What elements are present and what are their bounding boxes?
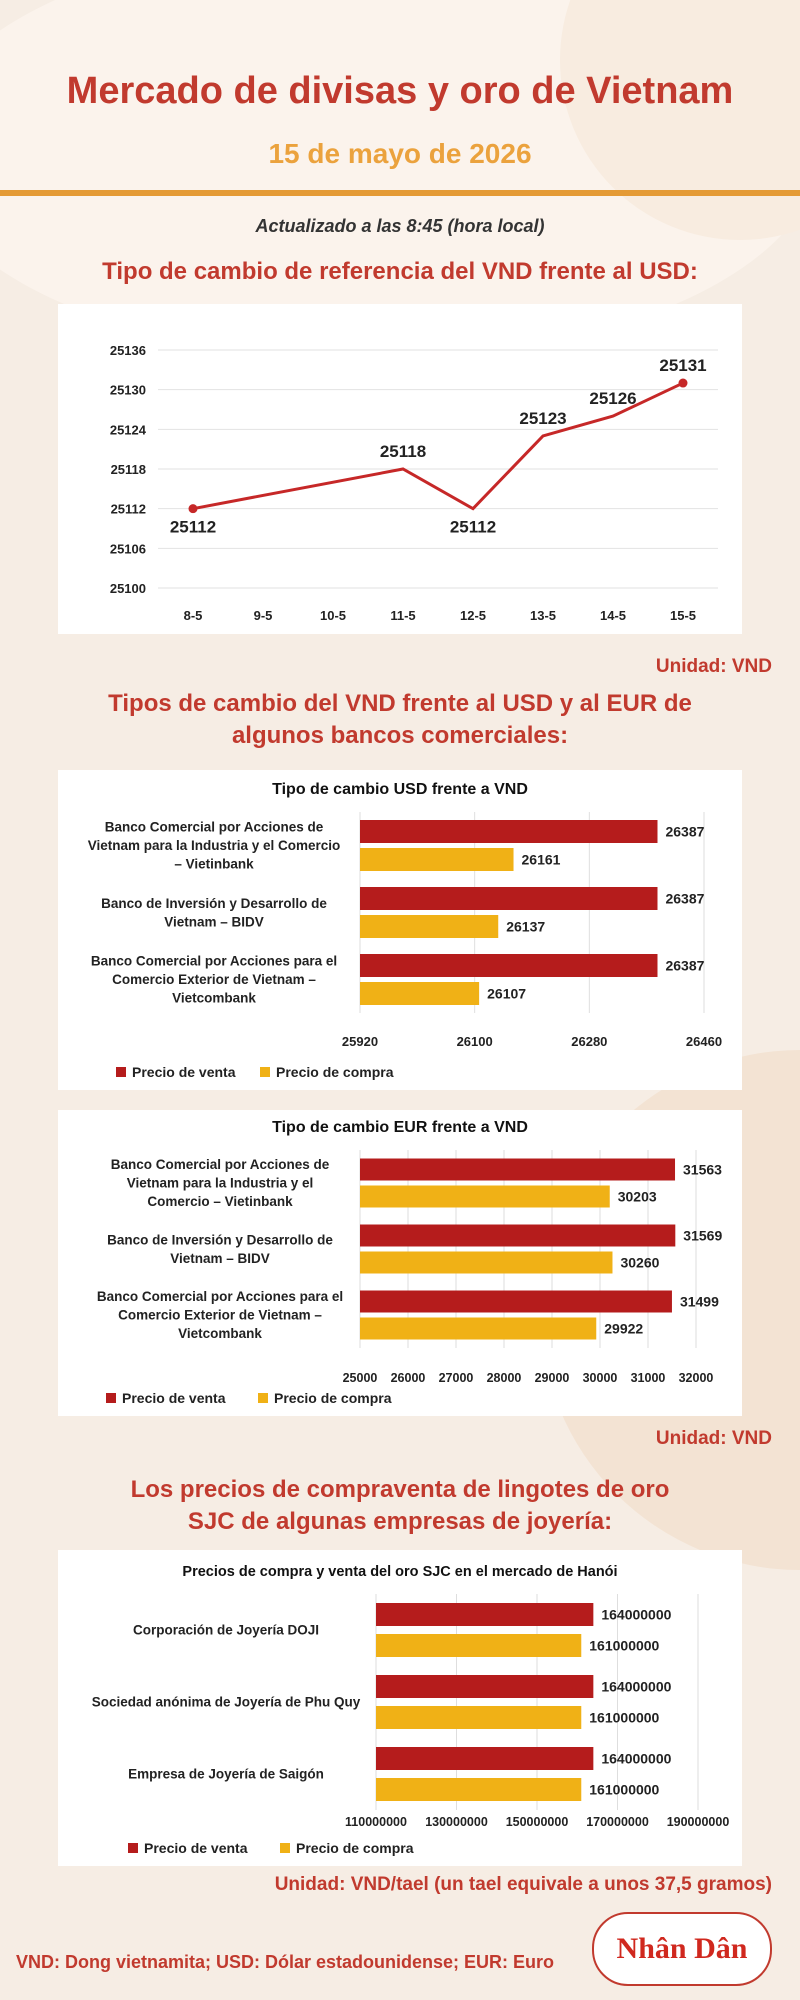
category-label: Banco de Inversión y Desarrollo de xyxy=(107,1232,333,1248)
bar-sell xyxy=(376,1675,593,1698)
data-label: 25112 xyxy=(449,517,497,537)
category-label: Vietcombank xyxy=(172,990,256,1006)
bar-sell xyxy=(360,887,657,910)
header-divider xyxy=(0,190,800,196)
bar-buy xyxy=(360,1252,612,1274)
x-tick-label: 26280 xyxy=(571,1034,608,1049)
bar-buy xyxy=(360,848,514,871)
x-tick-label: 30000 xyxy=(582,1371,618,1385)
chart-title: Tipo de cambio EUR frente a VND xyxy=(272,1119,528,1136)
x-tick-label: 26100 xyxy=(456,1034,493,1049)
page-title: Mercado de divisas y oro de Vietnam xyxy=(66,70,734,112)
data-point xyxy=(679,379,688,388)
x-tick-label: 11-5 xyxy=(390,608,416,623)
logo-text: Nhân Dân xyxy=(616,1932,748,1965)
category-label: Empresa de Joyería de Saigón xyxy=(128,1766,324,1782)
x-tick-label: 9-5 xyxy=(253,608,273,623)
x-tick-label: 28000 xyxy=(486,1371,522,1385)
x-tick-label: 10-5 xyxy=(319,608,347,623)
data-label: 31499 xyxy=(679,1293,719,1310)
category-label: Banco Comercial por Acciones para el xyxy=(90,953,338,969)
x-tick-label: 13-5 xyxy=(529,608,557,623)
section-title-gold-line1: Los precios de compraventa de lingotes de oro xyxy=(130,1476,670,1503)
bar-sell xyxy=(360,954,657,977)
category-label: Comercio – Vietinbank xyxy=(147,1194,293,1210)
x-tick-label: 130000000 xyxy=(425,1815,488,1829)
page-date: 15 de mayo de 2026 xyxy=(268,138,532,169)
y-tick-label: 25124 xyxy=(109,422,146,438)
category-label: Banco Comercial por Acciones para el xyxy=(96,1289,344,1305)
data-label: 30260 xyxy=(620,1254,660,1271)
section-title-gold xyxy=(0,1474,800,1538)
data-label: 26161 xyxy=(521,851,561,868)
bar-buy xyxy=(360,982,479,1005)
data-label: 25131 xyxy=(659,356,707,376)
x-tick-label: 110000000 xyxy=(345,1815,407,1829)
x-tick-label: 15-5 xyxy=(669,608,697,623)
y-tick-label: 25100 xyxy=(109,581,146,596)
x-tick-label: 190000000 xyxy=(666,1815,730,1829)
section-title-reference: Tipo de cambio de referencia del VND frente al USD: xyxy=(102,258,698,285)
data-label: 161000000 xyxy=(589,1637,660,1654)
unit-label-banks: Unidad: VND xyxy=(655,1428,772,1449)
chart-title: Tipo de cambio USD frente a VND xyxy=(272,781,528,798)
x-tick-label: 27000 xyxy=(438,1371,474,1385)
legend-swatch xyxy=(260,1067,270,1077)
bar-sell xyxy=(360,820,657,843)
category-label: Comercio Exterior de Vietnam – xyxy=(112,972,316,988)
section-title-banks-line1: Tipos de cambio del VND frente al USD y al EUR de xyxy=(108,690,692,717)
y-tick-label: 25130 xyxy=(109,382,146,398)
data-label: 26387 xyxy=(665,823,705,840)
data-label: 25112 xyxy=(169,517,217,537)
category-label: – Vietinbank xyxy=(174,856,254,872)
legend-label: Precio de compra xyxy=(274,1390,392,1406)
chart-reference-line xyxy=(58,304,742,634)
category-label: Sociedad anónima de Joyería de Phu Quy xyxy=(91,1694,361,1710)
bar-buy xyxy=(376,1706,581,1729)
data-point xyxy=(189,504,198,513)
legend-swatch xyxy=(106,1393,116,1403)
chart-gold-prices xyxy=(58,1550,742,1866)
data-label: 164000000 xyxy=(601,1678,672,1695)
bar-sell xyxy=(376,1603,593,1626)
category-label: Comercio Exterior de Vietnam – xyxy=(118,1307,322,1323)
bar-buy xyxy=(360,915,498,938)
legend-label: Precio de compra xyxy=(276,1064,394,1080)
data-label: 25118 xyxy=(379,442,427,461)
x-tick-label: 32000 xyxy=(678,1371,714,1385)
data-label: 25123 xyxy=(519,408,567,428)
category-label: Banco de Inversión y Desarrollo de xyxy=(101,895,327,911)
y-tick-label: 25106 xyxy=(109,541,146,557)
bar-buy xyxy=(376,1778,581,1801)
chart-title: Precios de compra y venta del oro SJC en el mercado de Hanói xyxy=(182,1564,618,1580)
y-tick-label: 25112 xyxy=(110,501,146,517)
x-tick-label: 12-5 xyxy=(459,608,487,623)
legend-label: Precio de compra xyxy=(296,1840,414,1856)
x-tick-label: 26000 xyxy=(390,1371,426,1385)
data-label: 29922 xyxy=(604,1320,644,1337)
data-label: 26387 xyxy=(665,957,705,974)
data-label: 161000000 xyxy=(589,1709,660,1726)
bar-buy xyxy=(376,1634,581,1657)
x-tick-label: 14-5 xyxy=(599,608,627,623)
category-label: Banco Comercial por Acciones de xyxy=(110,1157,330,1173)
chart-usd-banks xyxy=(58,770,742,1090)
data-label: 31563 xyxy=(683,1161,722,1178)
section-title-gold-line2: SJC de algunas empresas de joyería: xyxy=(187,1508,613,1535)
data-label: 164000000 xyxy=(601,1750,672,1767)
legend-swatch xyxy=(280,1843,290,1853)
legend-label: Precio de venta xyxy=(122,1390,226,1406)
legend-swatch xyxy=(128,1843,138,1853)
bar-sell xyxy=(360,1159,675,1181)
category-label: Vietnam para la Industria y el Comercio xyxy=(87,838,341,854)
legend-label: Precio de venta xyxy=(132,1064,236,1080)
data-label: 25126 xyxy=(589,389,637,409)
footer-abbreviations: VND: Dong vietnamita; USD: Dólar estadounidense; EUR: Euro xyxy=(16,1952,555,1972)
y-tick-label: 25118 xyxy=(110,462,146,477)
x-tick-label: 31000 xyxy=(630,1371,666,1385)
x-tick-label: 29000 xyxy=(534,1371,570,1385)
y-tick-label: 25136 xyxy=(109,343,146,358)
category-label: Vietcombank xyxy=(178,1326,262,1342)
legend-swatch xyxy=(116,1067,126,1077)
legend-swatch xyxy=(258,1393,268,1403)
x-tick-label: 25000 xyxy=(342,1371,378,1385)
category-label: Vietnam – BIDV xyxy=(170,1250,270,1266)
data-label: 164000000 xyxy=(601,1606,672,1623)
legend-label: Precio de venta xyxy=(144,1840,248,1856)
unit-label-gold: Unidad: VND/tael (un tael equivale a unos 37,5 gramos) xyxy=(274,1874,772,1895)
section-title-banks xyxy=(0,688,800,752)
x-tick-label: 25920 xyxy=(341,1034,379,1049)
data-label: 26137 xyxy=(506,918,546,935)
category-label: Vietnam – BIDV xyxy=(164,914,264,930)
bar-sell xyxy=(376,1747,593,1770)
x-tick-label: 8-5 xyxy=(183,608,203,623)
category-label: Vietnam para la Industria y el xyxy=(126,1175,314,1191)
data-label: 26107 xyxy=(487,985,527,1002)
data-label: 31569 xyxy=(683,1227,723,1244)
x-tick-label: 170000000 xyxy=(586,1815,649,1829)
section-title-banks-line2: algunos bancos comerciales: xyxy=(231,722,569,749)
nhan-dan-logo xyxy=(592,1912,772,1986)
update-time: Actualizado a las 8:45 (hora local) xyxy=(255,216,545,236)
data-label: 26387 xyxy=(665,890,705,907)
bar-sell xyxy=(360,1291,672,1313)
bar-buy xyxy=(360,1318,596,1340)
chart-eur-banks xyxy=(58,1110,742,1416)
data-label: 161000000 xyxy=(589,1781,660,1798)
x-tick-label: 26460 xyxy=(685,1034,723,1049)
bar-buy xyxy=(360,1186,610,1208)
category-label: Banco Comercial por Acciones de xyxy=(104,819,324,835)
data-label: 30203 xyxy=(617,1188,657,1205)
unit-label-reference: Unidad: VND xyxy=(655,656,772,677)
category-label: Corporación de Joyería DOJI xyxy=(132,1622,320,1638)
bar-sell xyxy=(360,1225,675,1247)
x-tick-label: 150000000 xyxy=(505,1815,569,1829)
